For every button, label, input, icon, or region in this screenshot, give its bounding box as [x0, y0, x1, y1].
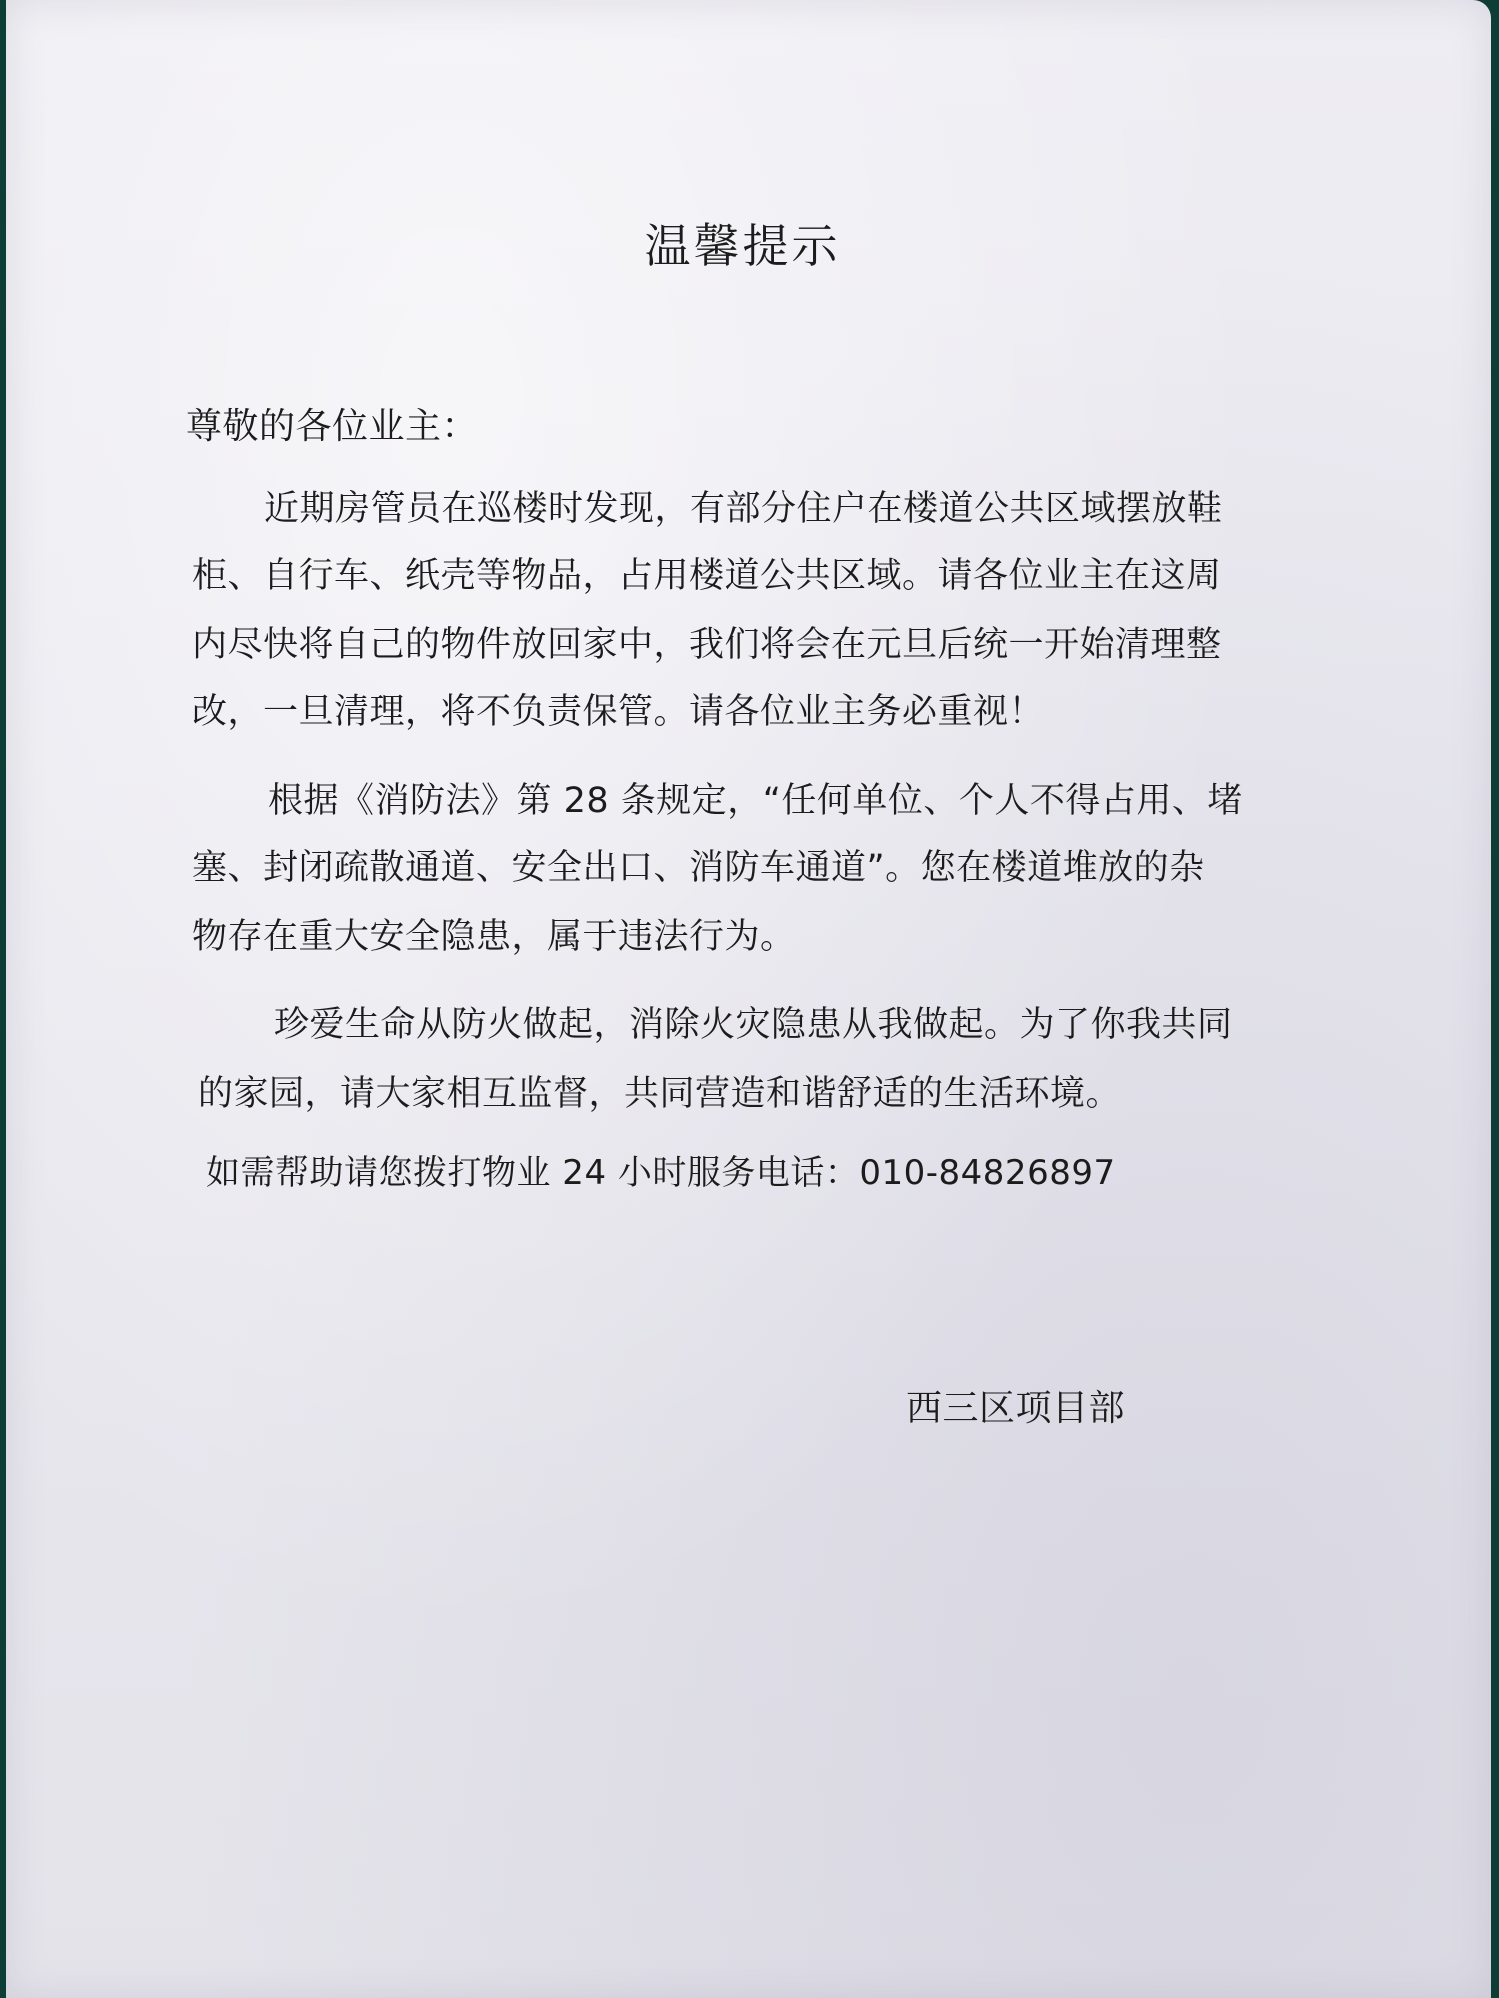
paragraph-1-line-2: 柜、自行车、纸壳等物品，占用楼道公共区域。请各位业主在这周 [192, 556, 1222, 596]
paragraph-1-line-3: 内尽快将自己的物件放回家中，我们将会在元旦后统一开始清理整 [192, 625, 1222, 665]
paragraph-2-line-2: 塞、封闭疏散通道、安全出口、消防车通道”。您在楼道堆放的杂 [192, 848, 1205, 888]
notice-greeting: 尊敬的各位业主： [186, 406, 479, 447]
signature: 西三区项目部 [906, 1388, 1126, 1429]
notice-paper [6, 0, 1491, 1998]
contact-line: 如需帮助请您拨打物业 24 小时服务电话：010-84826897 [206, 1153, 1116, 1193]
paragraph-2-line-3: 物存在重大安全隐患，属于违法行为。 [192, 917, 796, 957]
notice-title: 温馨提示 [644, 219, 841, 273]
paragraph-3-line-2: 的家园，请大家相互监督，共同营造和谐舒适的生活环境。 [198, 1074, 1122, 1114]
paragraph-1-line-1: 近期房管员在巡楼时发现，有部分住户在楼道公共区域摆放鞋 [264, 489, 1223, 529]
paragraph-1-line-4: 改，一旦清理，将不负责保管。请各位业主务必重视！ [192, 692, 1045, 732]
paragraph-3-line-1: 珍爱生命从防火做起，消除火灾隐患从我做起。为了你我共同 [274, 1005, 1233, 1045]
paragraph-2-line-1: 根据《消防法》第 28 条规定，“任何单位、个人不得占用、堵 [268, 781, 1243, 821]
